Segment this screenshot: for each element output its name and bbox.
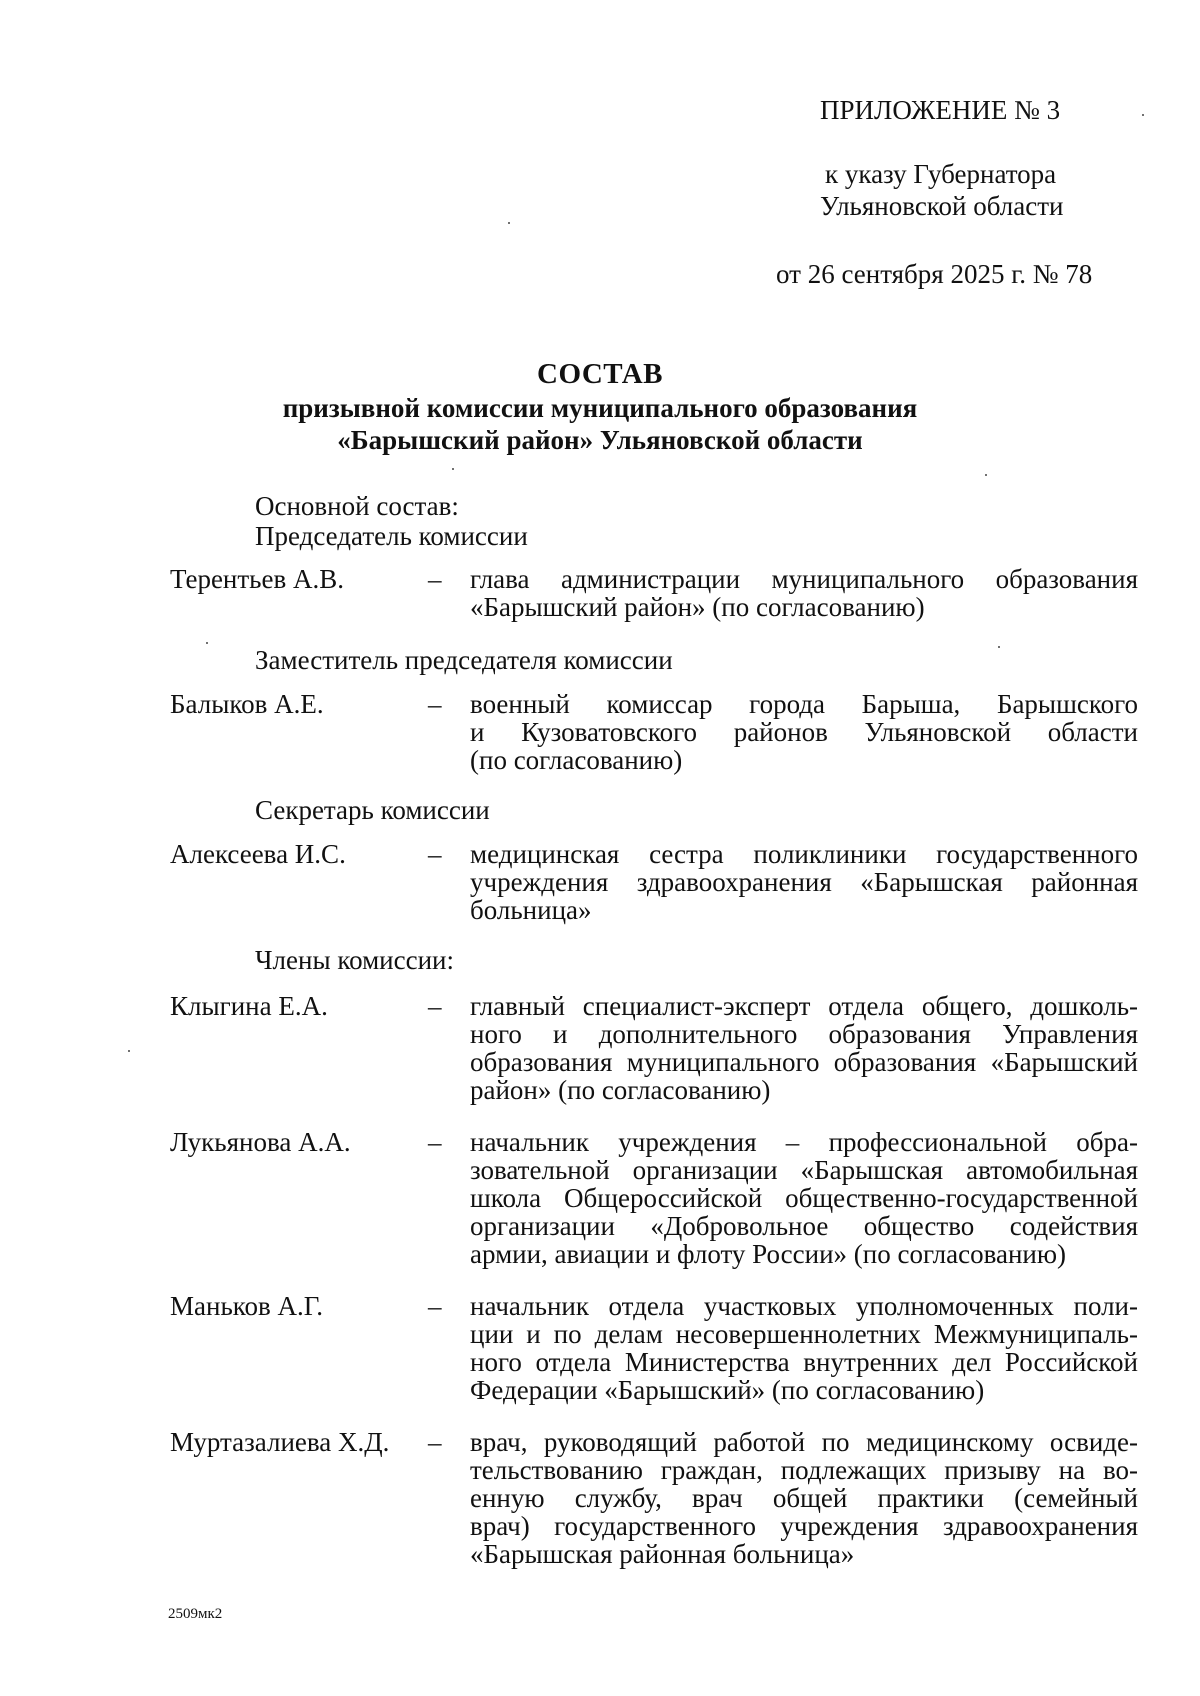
person-role [470, 992, 1138, 1104]
decree-reference-line-2: Ульяновской области [820, 191, 1064, 221]
person-name: Муртазалиева Х.Д. [170, 1427, 390, 1457]
dash-separator: – [428, 1291, 442, 1321]
document-code: 2509мк2 [168, 1606, 223, 1622]
person-role [470, 690, 1138, 774]
person-name: Лукьянова А.А. [170, 1127, 351, 1157]
person-role [470, 1128, 1138, 1268]
role-line: Федерации «Барышский» (по согласованию) [470, 1375, 985, 1405]
document-subtitle-line-1: призывной комиссии муниципального образования [282, 393, 918, 423]
person-role [470, 1428, 1138, 1568]
scan-speck [206, 642, 208, 644]
dash-separator: – [428, 839, 442, 869]
role-line: врач) государственного учреждения здравоохранения [470, 1511, 1138, 1541]
section-main-composition: Основной состав: [255, 491, 459, 521]
person-role [470, 1292, 1138, 1404]
scan-speck [1142, 114, 1144, 116]
person-role [470, 840, 1138, 924]
role-line: образования муниципального образования «Барышский [470, 1047, 1138, 1077]
role-line: енную службу, врач общей практики (семейный [470, 1483, 1138, 1513]
person-name: Алексеева И.С. [170, 839, 346, 869]
dash-separator: – [428, 1127, 442, 1157]
role-line: больница» [470, 895, 592, 925]
scan-speck [508, 222, 510, 224]
role-line: врач, руководящий работой по медицинскому освиде- [470, 1427, 1138, 1457]
dash-separator: – [428, 564, 442, 594]
role-line: ции и по делам несовершеннолетних Межмуниципаль- [470, 1319, 1138, 1349]
document-title: СОСТАВ [537, 358, 663, 390]
scan-speck [985, 474, 987, 476]
person-name: Клыгина Е.А. [170, 991, 328, 1021]
role-line: «Барышская районная больница» [470, 1539, 855, 1569]
role-line: тельствованию граждан, подлежащих призыву на во- [470, 1455, 1138, 1485]
role-line: (по согласованию) [470, 745, 683, 775]
section-deputy: Заместитель председателя комиссии [255, 645, 673, 675]
section-chairman: Председатель комиссии [255, 521, 528, 551]
scan-speck [452, 468, 454, 470]
person-role [470, 565, 1138, 621]
role-line: организации «Добровольное общество содействия [470, 1211, 1138, 1241]
role-line: «Барышский район» (по согласованию) [470, 592, 925, 622]
role-line: военный комиссар города Барыша, Барышского [470, 689, 1138, 719]
role-line: ного отдела Министерства внутренних дел Российской [470, 1347, 1138, 1377]
section-secretary: Секретарь комиссии [255, 795, 490, 825]
section-members: Члены комиссии: [255, 945, 454, 975]
role-line: район» (по согласованию) [470, 1075, 771, 1105]
person-name: Балыков А.Е. [170, 689, 324, 719]
role-line: учреждения здравоохранения «Барышская районная [470, 867, 1138, 897]
role-line: школа Общероссийской общественно-государственной [470, 1183, 1138, 1213]
scan-speck [998, 646, 1000, 648]
dash-separator: – [428, 689, 442, 719]
role-line: зовательной организации «Барышская автомобильная [470, 1155, 1138, 1185]
scan-speck [128, 1050, 130, 1052]
role-line: глава администрации муниципального образования [470, 564, 1138, 594]
role-line: ного и дополнительного образования Управления [470, 1019, 1138, 1049]
role-line: армии, авиации и флоту России» (по согласованию) [470, 1239, 1067, 1269]
decree-date: от 26 сентября 2025 г. № 78 [776, 259, 1093, 289]
role-line: начальник отдела участковых уполномоченных поли- [470, 1291, 1138, 1321]
decree-reference-line-1: к указу Губернатора [825, 159, 1057, 189]
person-name: Терентьев А.В. [170, 564, 344, 594]
person-name: Маньков А.Г. [170, 1291, 324, 1321]
role-line: и Кузоватовского районов Ульяновской области [470, 717, 1138, 747]
dash-separator: – [428, 1427, 442, 1457]
role-line: главный специалист-эксперт отдела общего, дошколь- [470, 991, 1138, 1021]
appendix-number: ПРИЛОЖЕНИЕ № 3 [820, 95, 1061, 125]
dash-separator: – [428, 991, 442, 1021]
document-subtitle-line-2: «Барышский район» Ульяновской области [337, 425, 863, 455]
role-line: медицинская сестра поликлиники государственного [470, 839, 1138, 869]
role-line: начальник учреждения – профессиональной обра- [470, 1127, 1138, 1157]
